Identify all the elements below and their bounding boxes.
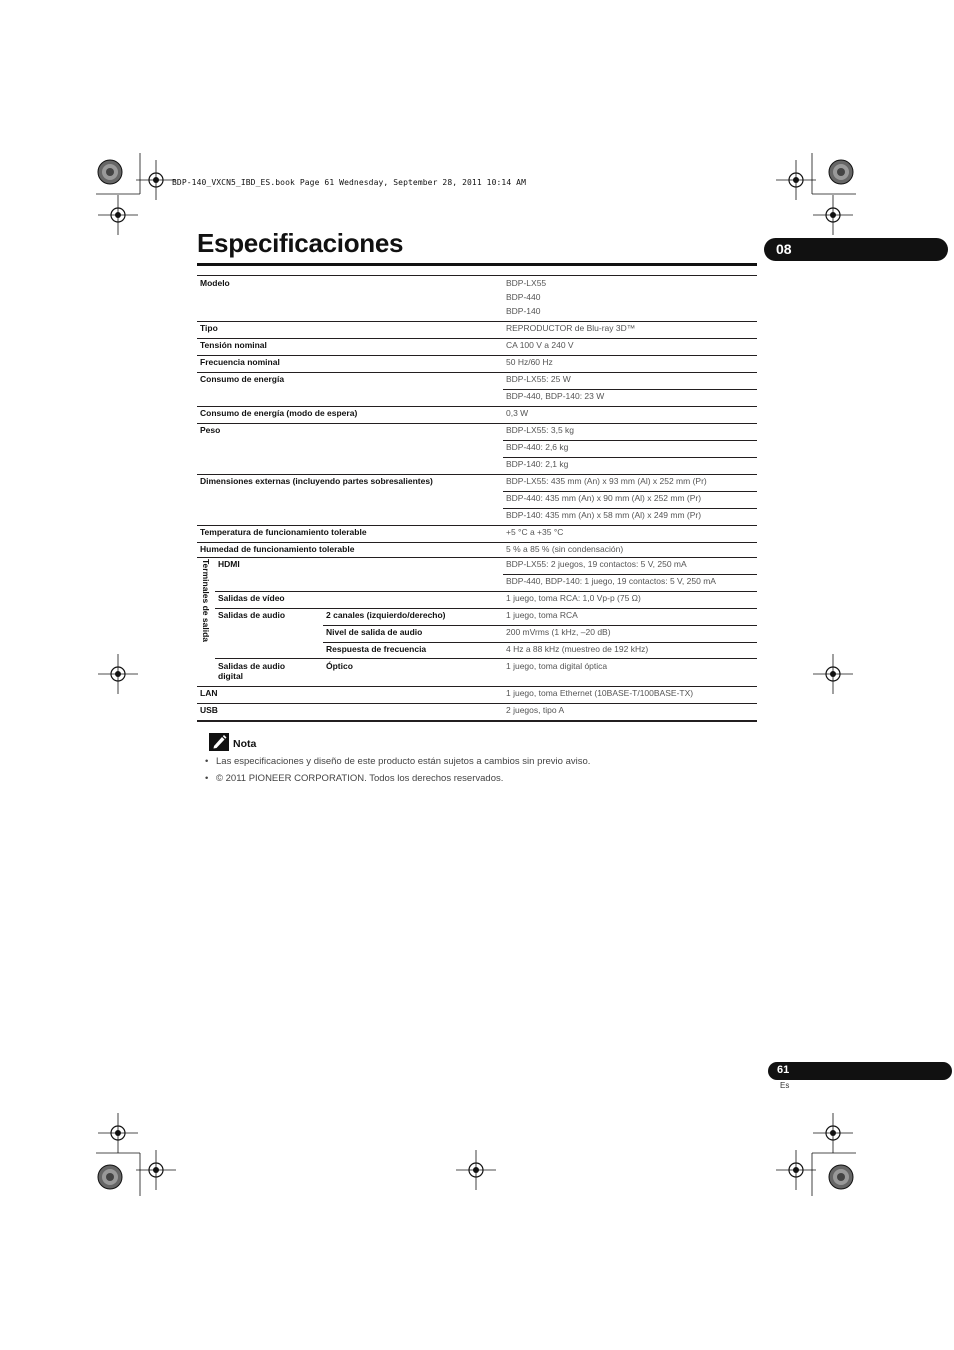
spec-label-model: Modelo <box>200 278 230 288</box>
row-divider <box>197 321 757 322</box>
spec-value: 200 mVrms (1 kHz, –20 dB) <box>506 627 611 637</box>
row-divider <box>197 406 757 407</box>
sub-divider <box>323 642 757 643</box>
row-divider <box>215 591 757 592</box>
spec-label-temperature: Temperatura de funcionamiento tolerable <box>200 527 367 537</box>
sub-divider <box>503 440 757 441</box>
row-divider <box>197 525 757 526</box>
book-file-header: BDP-140_VXCN5_IBD_ES.book Page 61 Wednesday, September 28, 2011 10:14 AM <box>172 178 526 187</box>
spec-value: 0,3 W <box>506 408 529 418</box>
spec-value: BDP-440 <box>506 292 541 302</box>
optical-label: Óptico <box>326 661 353 671</box>
spec-label-dimensions: Dimensiones externas (incluyendo partes sobresalientes) <box>200 476 433 486</box>
spec-label-power: Consumo de energía <box>200 374 285 384</box>
note-item: Las especificaciones y diseño de este producto están sujetos a cambios sin previo aviso. <box>216 756 591 767</box>
sub-divider <box>503 389 757 390</box>
row-divider <box>197 338 757 339</box>
row-divider <box>197 703 757 704</box>
spec-value: BDP-LX55 <box>506 278 547 288</box>
note-item: © 2011 PIONEER CORPORATION. Todos los derechos reservados. <box>216 773 504 784</box>
lan-label: LAN <box>200 688 218 698</box>
spec-value: 4 Hz a 88 kHz (muestreo de 192 kHz) <box>506 644 649 654</box>
spec-value: BDP-440, BDP-140: 23 W <box>506 391 605 401</box>
sub-divider <box>503 574 757 575</box>
spec-value: +5 °C a +35 °C <box>506 527 564 537</box>
spec-value: BDP-140 <box>506 306 541 316</box>
row-divider <box>197 372 757 373</box>
spec-value: 1 juego, toma digital óptica <box>506 661 608 671</box>
audio-sub-label: Respuesta de frecuencia <box>326 644 427 654</box>
row-divider <box>197 557 757 558</box>
output-terminals-group-label: Terminales de salida <box>201 559 211 642</box>
spec-label-humidity: Humedad de funcionamiento tolerable <box>200 544 355 554</box>
title-rule <box>197 263 757 266</box>
spec-label-type: Tipo <box>200 323 218 333</box>
spec-label-standby-power: Consumo de energía (modo de espera) <box>200 408 358 418</box>
row-divider <box>197 686 757 687</box>
spec-value: CA 100 V a 240 V <box>506 340 574 350</box>
note-header <box>209 733 229 751</box>
spec-label-voltage: Tensión nominal <box>200 340 267 350</box>
video-output-label: Salidas de vídeo <box>218 593 285 603</box>
digital-audio-output-label: Salidas de audio digital <box>218 661 286 681</box>
audio-sub-label: Nivel de salida de audio <box>326 627 423 637</box>
row-divider <box>215 608 757 609</box>
usb-label: USB <box>200 705 218 715</box>
bullet-marker: • <box>205 756 209 767</box>
spec-value: BDP-140: 2,1 kg <box>506 459 569 469</box>
row-divider <box>197 355 757 356</box>
language-code: Es <box>780 1081 790 1090</box>
bullet-marker: • <box>205 773 209 784</box>
row-divider <box>197 423 757 424</box>
note-title: Nota <box>233 738 257 750</box>
sub-divider <box>503 457 757 458</box>
row-divider <box>215 658 757 659</box>
spec-value: BDP-140: 435 mm (An) x 58 mm (Al) x 249 mm (Pr) <box>506 510 702 520</box>
audio-output-label: Salidas de audio <box>218 610 286 620</box>
row-divider <box>197 275 757 276</box>
sub-divider <box>503 491 757 492</box>
spec-value: REPRODUCTOR de Blu-ray 3D™ <box>506 323 636 333</box>
sub-divider <box>503 508 757 509</box>
spec-value: 1 juego, toma RCA <box>506 610 578 620</box>
spec-value: 2 juegos, tipo A <box>506 705 565 715</box>
spec-value: 5 % a 85 % (sin condensación) <box>506 544 624 554</box>
spec-value: 1 juego, toma Ethernet (10BASE-T/100BASE-TX) <box>506 688 694 698</box>
spec-value: 1 juego, toma RCA: 1,0 Vp-p (75 Ω) <box>506 593 641 603</box>
table-bottom-rule <box>197 720 757 722</box>
spec-value: BDP-LX55: 435 mm (An) x 93 mm (Al) x 252 mm (Pr) <box>506 476 707 486</box>
sub-divider <box>323 625 757 626</box>
page-title: Especificaciones <box>197 228 404 258</box>
spec-value: BDP-440: 435 mm (An) x 90 mm (Al) x 252 mm (Pr) <box>506 493 702 503</box>
spec-value: BDP-LX55: 3,5 kg <box>506 425 575 435</box>
chapter-number: 08 <box>776 241 792 257</box>
page-number-tab <box>768 1062 952 1080</box>
spec-value: BDP-440: 2,6 kg <box>506 442 569 452</box>
audio-sub-label: 2 canales (izquierdo/derecho) <box>326 610 446 620</box>
page-number: 61 <box>777 1064 790 1076</box>
spec-label-frequency: Frecuencia nominal <box>200 357 280 367</box>
hdmi-label: HDMI <box>218 559 240 569</box>
spec-label-weight: Peso <box>200 425 221 435</box>
row-divider <box>197 474 757 475</box>
spec-value: 50 Hz/60 Hz <box>506 357 553 367</box>
pencil-icon <box>209 733 229 751</box>
row-divider <box>197 542 757 543</box>
spec-value: BDP-LX55: 2 juegos, 19 contactos: 5 V, 250 mA <box>506 559 687 569</box>
spec-value: BDP-LX55: 25 W <box>506 374 571 384</box>
spec-value: BDP-440, BDP-140: 1 juego, 19 contactos: 5 V, 250 mA <box>506 576 716 586</box>
